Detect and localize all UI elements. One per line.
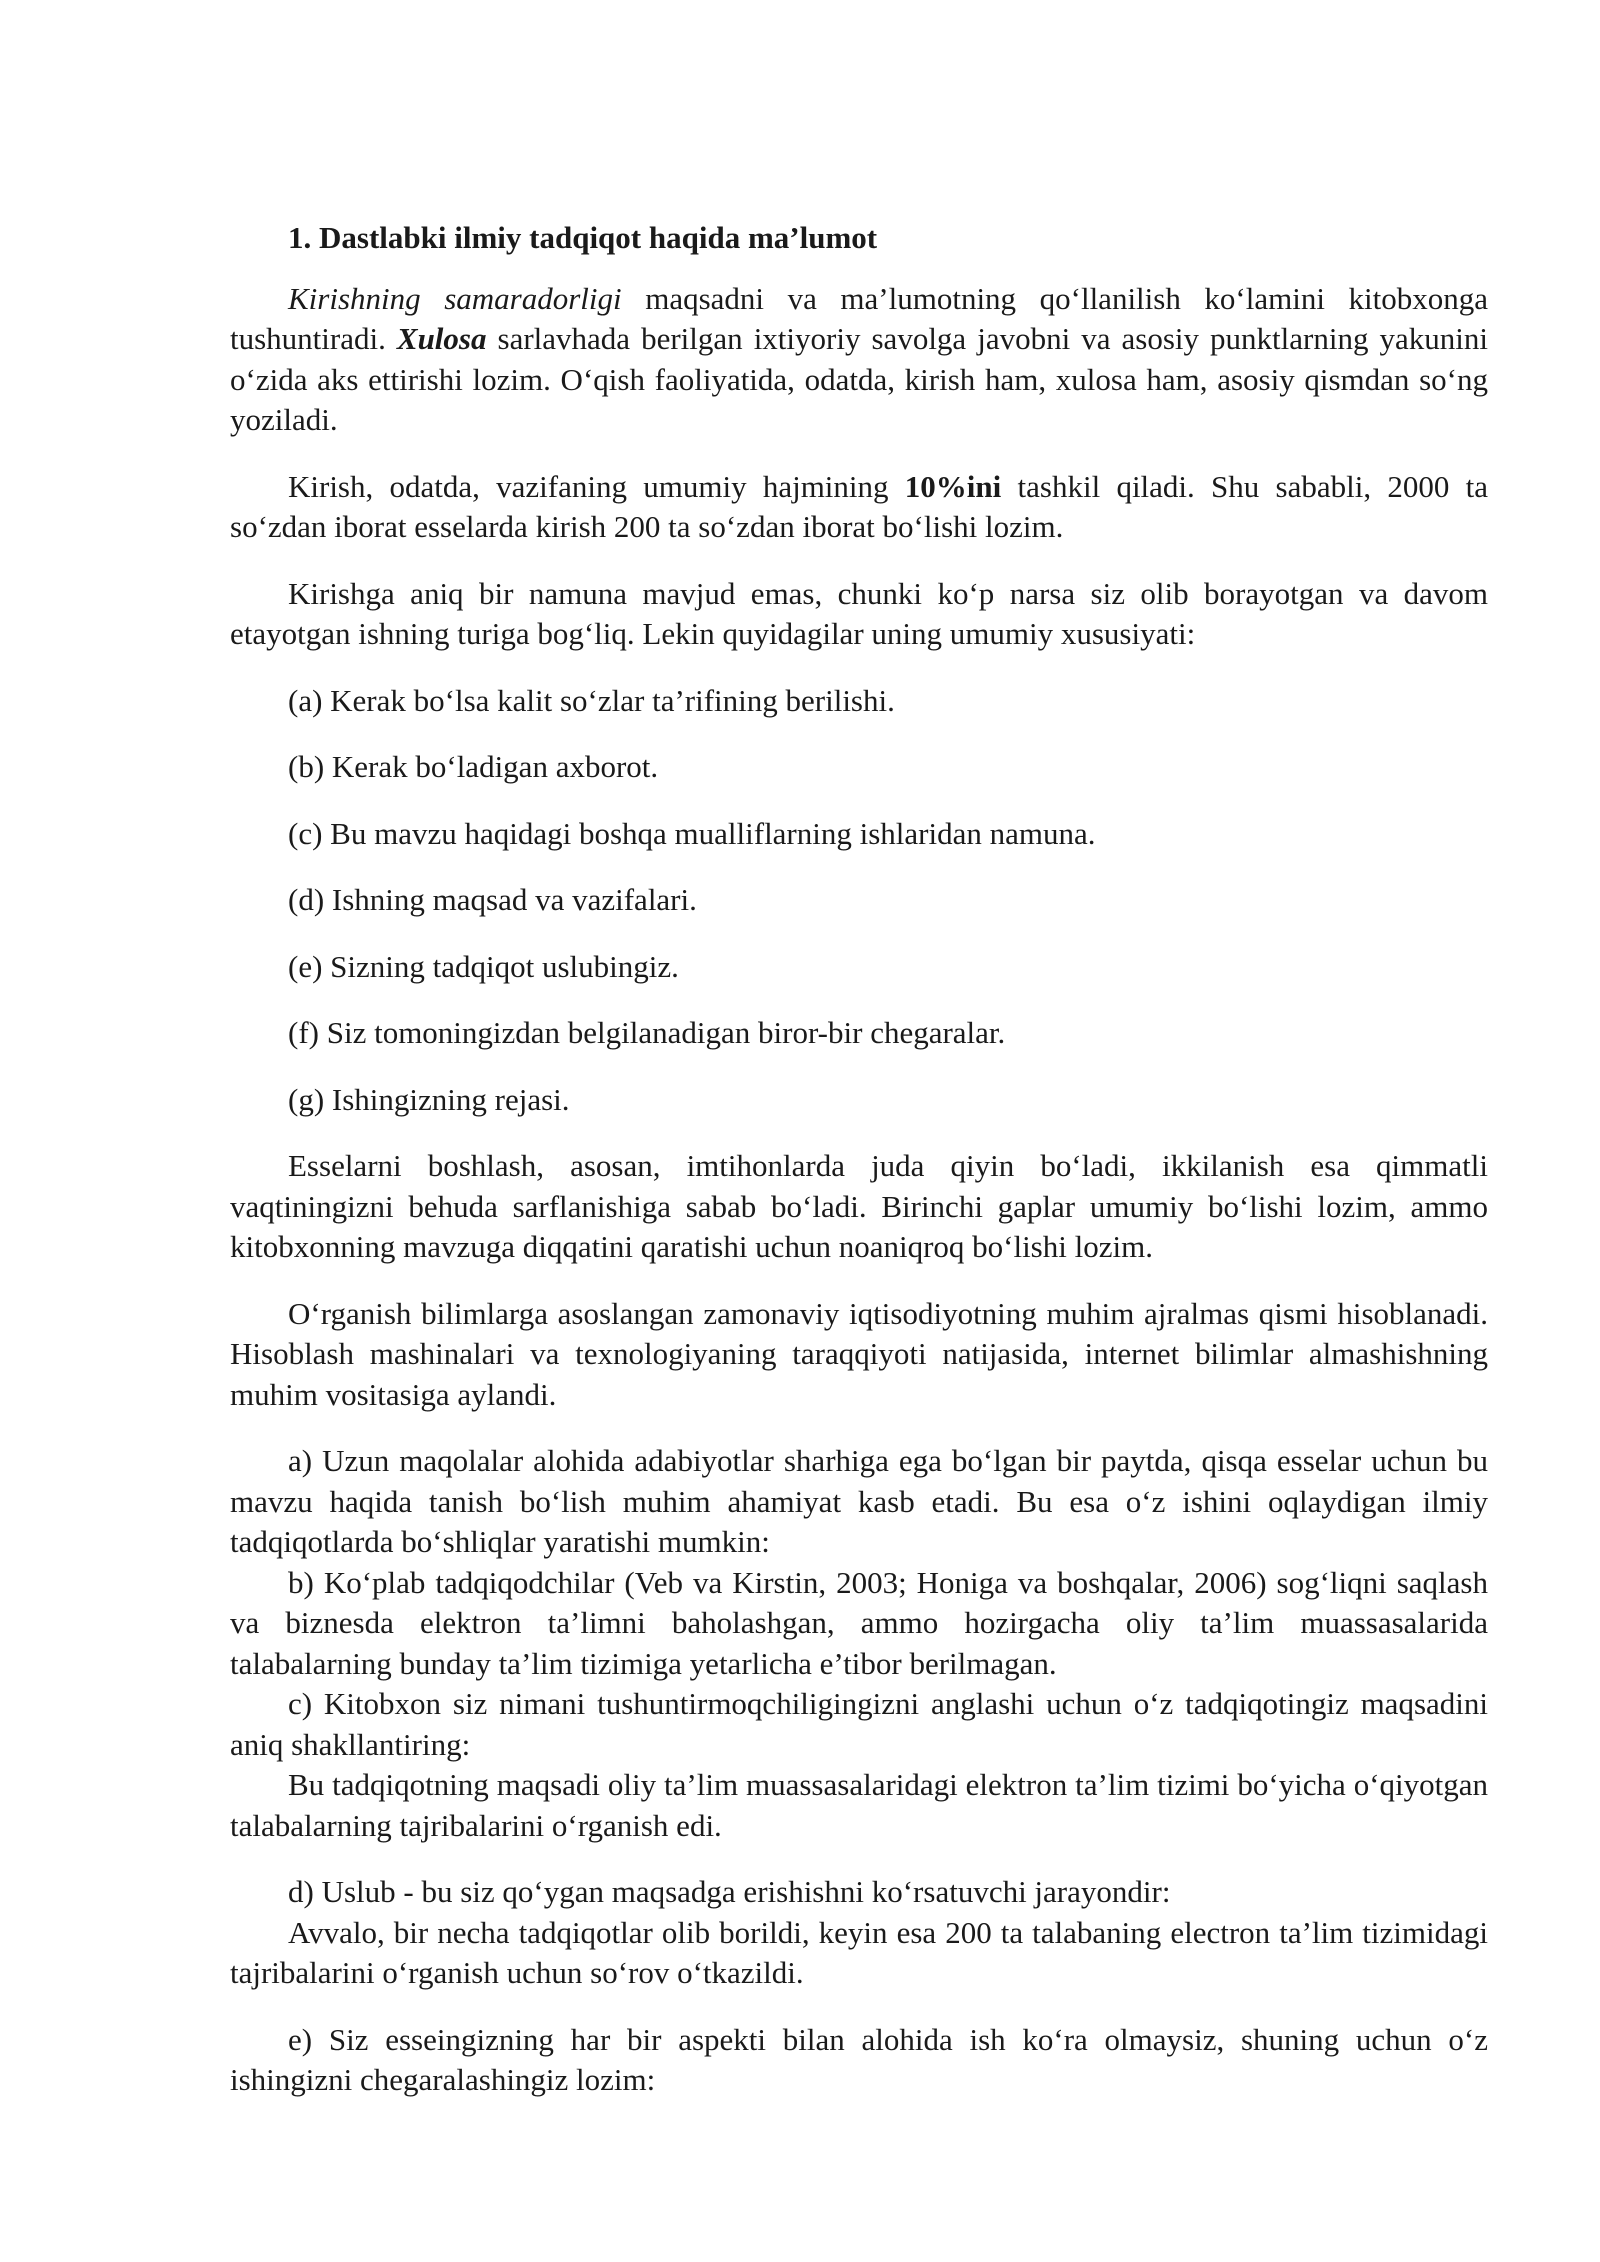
paragraph-learning: O‘rganish bilimlarga asoslangan zamonaviy iqtisodiyotning muhim ajralmas qismi hisoblanadi. Hisoblash mashinalari va texnologiyaning taraqqiyoti natijasida, internet bilimlar almashishning muhim vositasiga aylandi. xyxy=(230,1295,1488,1412)
italic-term: Kirishning samaradorligi xyxy=(288,280,622,316)
paragraph-text: sarlavhada berilgan ixtiyoriy savolga javobni va asosiy punktlarning yakunini o‘zida aks ettirishi lozim. O‘qish faoliyatida, odatda, kirish ham, xulosa ham, asosiy qismdan so‘ng yoziladi. xyxy=(230,321,1488,437)
paragraph-text: tashkil qiladi. Shu sababli, 2000 ta so‘zdan iborat esselarda kirish 200 ta so‘zdan iborat bo‘lishi lozim. xyxy=(230,468,1488,544)
paragraph-point-a: a) Uzun maqolalar alohida adabiyotlar sharhiga ega bo‘lgan bir paytda, qisqa esselar uchun bu mavzu haqida tanish bo‘lish muhim ahamiyat kasb etadi. Bu esa o‘z ishini oqlaydigan ilmiy tadqiqotlarda bo‘shliqlar yaratishi mumkin: xyxy=(230,1443,1488,1559)
list-item: (d) Ishning maqsad va vazifalari. xyxy=(288,882,697,917)
paragraph-volume xyxy=(230,467,1488,548)
list-item: (g) Ishingizning rejasi. xyxy=(288,1081,570,1117)
paragraph-essay-start: Esselarni boshlash, asosan, imtihonlarda juda qiyin bo‘ladi, ikkilanish esa qimmatli vaqtiningizni behuda sarflanishiga sabab bo‘ladi. Birinchi gaplar umumiy bo‘lishi lozim, ammo kitobxonning mavzuga diqqatini qaratishi uchun noaniqroq bo‘lishi lozim. xyxy=(230,1148,1488,1264)
paragraph-sample: Kirishga aniq bir namuna mavjud emas, chunki ko‘p narsa siz olib borayotgan va davom etayotgan ishning turiga bog‘liq. Lekin quyidagilar uning umumiy xususiyati: xyxy=(230,575,1488,651)
paragraph-aim: Bu tadqiqotning maqsadi oliy ta’lim muassasalaridagi elektron ta’lim tizimi bo‘yicha o‘qiyotgan talabalarning tajribalarini o‘rganish edi. xyxy=(230,1767,1488,1843)
list-item: (f) Siz tomoningizdan belgilanadigan biror-bir chegaralar. xyxy=(288,1015,1006,1050)
section-heading: 1. Dastlabki ilmiy tadqiqot haqida ma’lumot xyxy=(288,220,878,255)
bold-term: 10%ini xyxy=(904,468,1002,504)
list-item: (b) Kerak bo‘ladigan axborot. xyxy=(288,749,659,784)
list-item: (c) Bu mavzu haqidagi boshqa mualliflarning ishlaridan namuna. xyxy=(288,815,1096,851)
document-page xyxy=(230,218,1488,2101)
paragraph-introduction xyxy=(230,279,1488,441)
list-item: (a) Kerak bo‘lsa kalit so‘zlar ta’rifining berilishi. xyxy=(288,682,895,718)
paragraph-text: Kirish, odatda, vazifaning umumiy hajmining xyxy=(288,468,905,504)
paragraph-point-b: b) Ko‘plab tadqiqodchilar (Veb va Kirstin, 2003; Honiga va boshqalar, 2006) sog‘liqni saqlash va biznesda elektron ta’limni baholashgan, ammo hozirgacha oliy ta’lim muassasalarida talabalarning bunday ta’lim tizimiga yetarlicha e’tibor berilmagan. xyxy=(230,1564,1488,1681)
bold-italic-term: Xulosa xyxy=(396,321,487,356)
list-item: (e) Sizning tadqiqot uslubingiz. xyxy=(288,948,679,984)
paragraph-text: maqsadni va ma’lumotning qo‘llanilish ko‘lamini kitobxonga tushuntiradi. xyxy=(230,280,1488,356)
paragraph-point-e: e) Siz esseingizning har bir aspekti bilan alohida ish ko‘ra olmaysiz, shuning uchun o‘z ishingizni chegaralashingiz lozim: xyxy=(230,2021,1488,2097)
paragraph-point-c: c) Kitobxon siz nimani tushuntirmoqchiligingizni anglashi uchun o‘z tadqiqotingiz maqsadini aniq shakllantiring: xyxy=(230,1686,1488,1762)
paragraph-point-d: d) Uslub - bu siz qo‘ygan maqsadga erishishni ko‘rsatuvchi jarayondir: xyxy=(288,1874,1171,1909)
paragraph-method: Avvalo, bir necha tadqiqotlar olib borildi, keyin esa 200 ta talabaning electron ta’lim tizimidagi tajribalarini o‘rganish uchun so‘rov o‘tkazildi. xyxy=(230,1914,1488,1990)
